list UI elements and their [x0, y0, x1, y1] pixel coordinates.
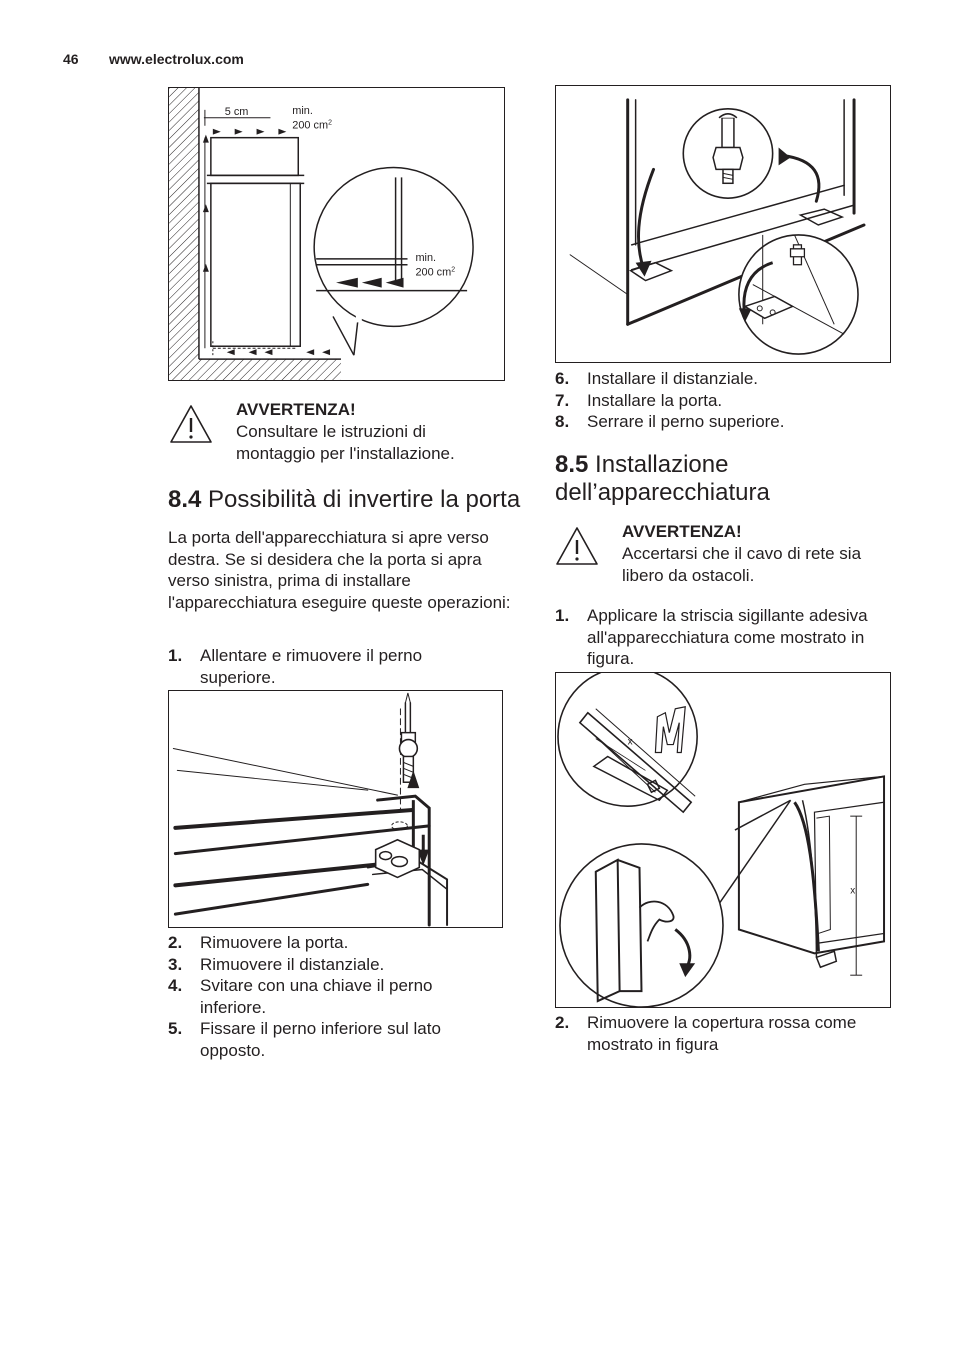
steps-8-5-part-2 [555, 1012, 895, 1055]
label-bottom-area-2: 200 cm [415, 266, 452, 279]
step-number: 2. [168, 933, 183, 952]
step-item [168, 975, 488, 1018]
step-text: Allentare e rimuovere il perno superiore. [200, 646, 423, 687]
step-text: Rimuovere la copertura rossa come mostrato in figura [587, 1013, 857, 1054]
sealing-strip-diagram [555, 672, 891, 1008]
warning-installation [169, 400, 509, 470]
step-item [555, 368, 895, 390]
label-top-sup: 2 [328, 119, 332, 127]
step-item [555, 411, 895, 433]
section-title-8-4: 8.4 Possibilità di invertire la porta [168, 486, 521, 513]
steps-8-4-part-2 [168, 932, 488, 1061]
label-gap: 5 cm [224, 105, 249, 118]
label-top-area-2: 200 cm [292, 119, 329, 132]
label-bottom-area-1: min. [415, 251, 437, 264]
warning-power-cable [555, 522, 895, 592]
warning-icon [555, 526, 599, 566]
step-text: Rimuovere il distanziale. [200, 954, 385, 974]
warning-title: AVVERTENZA! [236, 400, 356, 419]
step-number: 3. [168, 954, 183, 974]
step-text: Svitare con una chiave il perno inferiore. [200, 976, 433, 1017]
step-item [555, 390, 895, 412]
step-item [168, 932, 488, 954]
step-number: 7. [555, 390, 570, 410]
label-x-height: x [850, 885, 856, 897]
step-number: 6. [555, 369, 570, 388]
step-item [168, 1018, 488, 1061]
warning-text: Consultare le istruzioni di montaggio per l'installazione. [236, 422, 455, 463]
hinge-removal-diagram [168, 690, 503, 928]
step-number: 8. [555, 412, 570, 431]
hinge-installation-diagram [555, 85, 891, 363]
step-item [168, 645, 488, 688]
step-text: Applicare la striscia sigillante adesiva all'apparecchiatura come mostrato in figura. [587, 606, 868, 668]
step-text: Installare la porta. [587, 390, 723, 410]
steps-6-to-8 [555, 368, 895, 433]
section-8-4-intro: La porta dell'apparecchiatura si apre verso destra. Se si desidera che la porta si apra verso sinistra, prima di installare l'apparecchiatura eseguire queste operazioni: [168, 528, 511, 612]
step-text: Rimuovere la porta. [200, 933, 349, 952]
step-number: 1. [168, 646, 183, 665]
label-x-strip: x [627, 736, 633, 748]
label-top-area-1: min. [292, 104, 313, 117]
ventilation-diagram [168, 87, 505, 381]
warning-title: AVVERTENZA! [622, 522, 742, 541]
label-bottom-sup: 2 [451, 266, 456, 274]
website-url[interactable]: www.electrolux.com [109, 51, 244, 67]
steps-8-4-part-1 [168, 645, 488, 688]
warning-icon [169, 404, 213, 444]
section-title-8-5: 8.5 Installazione dell’apparecchiatura [555, 451, 770, 506]
svg-text:200 cm2 [292, 120, 332, 132]
step-number: 4. [168, 976, 183, 995]
step-text: Serrare il perno superiore. [587, 412, 785, 431]
step-item [555, 1012, 895, 1055]
svg-text:200 cm2 [415, 267, 455, 279]
page-number: 46 [63, 51, 79, 67]
step-item [168, 954, 488, 976]
step-text: Installare il distanziale. [587, 369, 759, 388]
step-item [555, 605, 900, 670]
steps-8-5-part-1 [555, 605, 900, 670]
step-number: 5. [168, 1019, 183, 1038]
warning-text: Accertarsi che il cavo di rete sia libero da ostacoli. [622, 544, 862, 585]
step-number: 1. [555, 606, 570, 625]
step-number: 2. [555, 1013, 570, 1032]
step-text: Fissare il perno inferiore sul lato opposto. [200, 1019, 441, 1060]
